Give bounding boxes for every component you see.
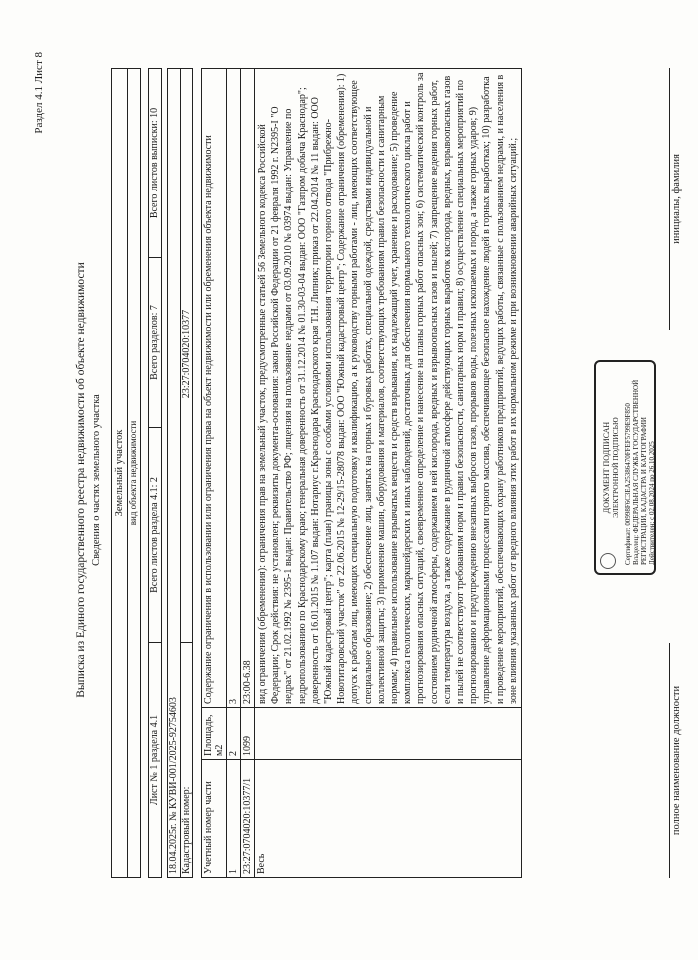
- part-scope: Весь: [255, 760, 522, 878]
- stamp-owner-2: РЕГИСТРАЦИИ, КАДАСТРА И КАРТОГРАФИИ: [640, 417, 648, 565]
- stamp-valid: Действителен: с 02.08.2024 по 26.10.2025: [648, 441, 656, 565]
- stamp-line2: ЭЛЕКТРОННОЙ ПОДПИСЬЮ: [611, 417, 620, 518]
- electronic-signature-stamp: [594, 360, 656, 575]
- header-area: Площадь, м2: [202, 708, 227, 760]
- total-sections: Всего разделов: 7: [149, 257, 161, 427]
- total-sheets-section: Всего листов раздела 4.1: 2: [149, 427, 161, 642]
- total-sheets: Всего листов выписки: 10: [149, 107, 160, 219]
- document-title: Выписка из Единого государственного реестра недвижимости об объекте недвижимости: [75, 262, 87, 698]
- col-number-1: 1: [227, 760, 241, 878]
- document-subtitle: Сведения о частях земельного участка: [91, 394, 102, 566]
- table-row: [255, 69, 522, 878]
- header-account-number: Учетный номер части: [202, 760, 227, 878]
- registration-date-number: 18.04.2025г. № КУВИ-001/2025-92754603: [168, 69, 181, 877]
- registration-block: [167, 68, 193, 878]
- object-type: Земельный участок: [114, 429, 125, 517]
- col-number-2: 2: [227, 708, 241, 760]
- sheet-info-row: [148, 68, 162, 878]
- header-content: Содержание ограничения в использовании или ограничения права на объект недвижимости или обременения объекта недвижимости: [202, 69, 227, 708]
- parts-table: [201, 68, 522, 878]
- section-label: Раздел 4.1 Лист 8: [33, 52, 45, 134]
- table-row: [241, 69, 255, 878]
- name-label: инициалы, фамилия: [671, 154, 682, 244]
- table-header-row: [202, 69, 227, 878]
- signature-line-position: [669, 643, 670, 878]
- object-type-box: [111, 68, 141, 878]
- signature-line-name: [669, 68, 670, 330]
- sheet-number: Лист № 1 раздела 4.1: [149, 642, 161, 877]
- object-type-caption: вид объекта недвижимости: [128, 420, 138, 526]
- part-account-number: 23:27:0704020:10377/1: [241, 760, 255, 878]
- position-label: полное наименование должности: [671, 685, 682, 836]
- part-area-empty: [255, 708, 522, 760]
- stamp-line1: ДОКУМЕНТ ПОДПИСАН: [602, 421, 611, 514]
- restriction-text: вид ограничения (обременения): ограничения прав на земельный участок, предусмотренные статьей 56 Земельного кодекса Российской Федерации; Срок действия: не установлен; реквизиты документа-основания: закон Российской Федерации от 21 февраля 1992 г. N2395-I "О недрах" от 21.02.1992 № 2395-1 выдан: Правительство РФ; лицензия на пользование недрами от 03.09.2010 № 03974 выдан: Управление по недропользованию по Краснодарскому краю; генеральная доверенность от 31.12.2014 № 01.30-03-04 выдан: ООО "Газпром добыча Краснодар"; доверенность от 16.01.2015 № 1.107 выдан: Нотариус г.Краснодара Краснодарского края Т.Н. Липник; приказ от 22.04.2014 № 11 выдан: ООО "Южный кадастровый центр"; карта (план) границы зоны с особыми условиями использования территории горного отвода "Прибрежно-Новотитаровский участок" от 22.06.2015 № 12-29/15-28078 выдан: ООО "Южный кадастровый центр"; Содержание ограничения (обременения): 1) допуск к работам лиц, имеющих специальную подготовку и квалификацию, а к руководству горными работами - лиц, имеющих соответствующее специальное образование; 2) обеспечение лиц, занятых на горных и буровых работах, специальной одеждой, средствами индивидуальной и коллективной защиты; 3) применение машин, оборудования и материалов, соответствующих требованиям правил безопасности и санитарным нормам; 4) правильное использование взрывчатых веществ и средств взрывания, их надлежащий учет, хранение и расходование; 5) проведение комплекса геологических, маркшейдерских и иных наблюдений, достаточных для обеспечения нормального технологического цикла работ и прогнозирования опасных ситуаций, своевременное определение и нанесение на планы горных работ опасных зон; 6) систематический контроль за состоянием рудничной атмосферы, содержанием в ней кислорода, вредных и взрывоопасных газов и пылей; 7) запрещение ведения горных работ, если температура воздуха, а также содержание в рудничной атмосфере действующих горных выработок кислорода, вредных, взрывоопасных газов и пылей не соответствуют требованиям норм и правил безопасности, санитарных норм и правил; 8) осуществление специальных мероприятий по прогнозированию и предупреждению внезапных выбросов газов, прорывов воды, полезных ископаемых и пород, а также горных ударов; 9) управление деформационными процессами горного массива, обеспечивающее безопасное нахождение людей в горных выработках; 10) разработка и проведение мероприятий, обеспечивающих охрану работников предприятий, ведущих работы, связанные с пользованием недрами, и населения в зоне влияния указанных работ от вредного влияния этих работ в их нормальном режиме и при возникновении аварийных ситуаций.;: [255, 69, 522, 708]
- part-zone-code: 23:00-6.38: [241, 69, 255, 708]
- part-area: 1099: [241, 708, 255, 760]
- document-sheet: [29, 30, 682, 930]
- stamp-owner: Владелец: ФЕДЕРАЛЬНАЯ СЛУЖБА ГОСУДАРСТВЕННОЙ: [632, 379, 640, 565]
- cadastral-number: 23:27:0704020:10377: [181, 309, 192, 399]
- table-column-numbers: [227, 69, 241, 878]
- col-number-3: 3: [227, 69, 241, 708]
- stamp-certificate: Сертификат: 00998F6C3EA25386470FFEF5799E9F850: [624, 403, 632, 565]
- cadastral-label: Кадастровый номер:: [181, 642, 193, 877]
